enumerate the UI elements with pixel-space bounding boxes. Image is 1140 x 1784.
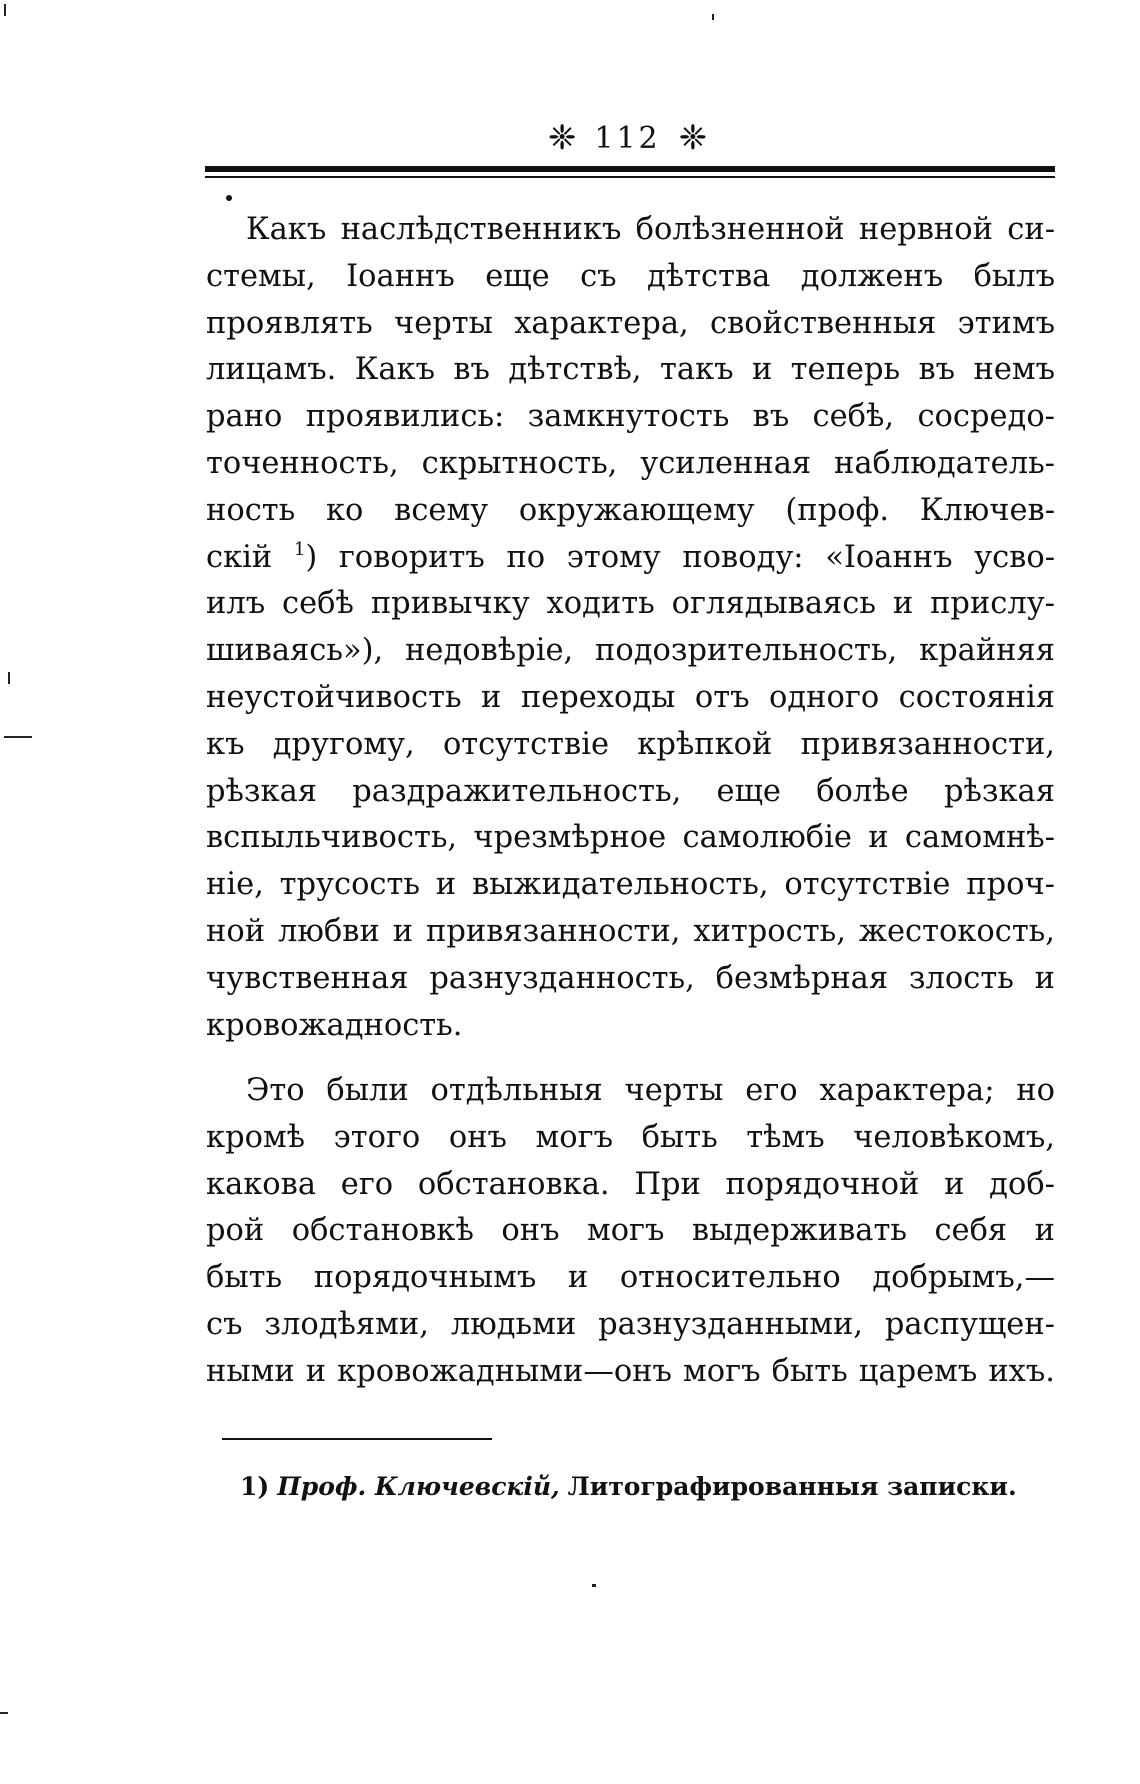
ornament-right-icon: ❈ [678,118,708,158]
ornament-left-icon: ❈ [547,118,577,158]
text-line: вспыльчивость, чрезмѣрное самолюбіе и самомнѣ- [206,820,1055,856]
footnote-title: Литографированныя записки. [567,1472,1017,1501]
text-line: съ злодѣями, людьми разнузданными, распущен- [206,1306,1055,1342]
text-line: рано проявились: замкнутость въ себѣ, сосредо- [206,399,1055,435]
print-speck [226,195,232,201]
scan-speck [712,14,714,20]
text-line: рой обстановкѣ онъ могъ выдерживать себя и [206,1213,1055,1249]
text-line: лицамъ. Какъ въ дѣтствѣ, такъ и теперь въ немъ [206,352,1055,388]
text-line: къ другому, отсутствіе крѣпкой привязанности, [206,726,1055,762]
text-line: точенность, скрытность, усиленная наблюдатель- [206,445,1055,481]
text-fragment: скій [206,539,273,575]
footnote [240,1470,1055,1504]
header-rule-thick [205,166,1055,172]
header-rule-thin [205,176,1055,178]
scan-speck [4,736,32,738]
text-line: шиваясь»), недовѣріе, подозрительность, крайняя [206,633,1055,669]
text-line: ной любви и привязанности, хитрость, жестокость, [206,913,1055,949]
footnote-marker: 1 [293,538,306,560]
scan-speck [8,672,10,684]
text-line: ніе, трусость и выжидательность, отсутствіе проч- [206,867,1055,903]
text-line: кромѣ этого онъ могъ быть тѣмъ человѣкомъ, [206,1119,1055,1155]
text-line: чувственная разнузданность, безмѣрная злость и [206,960,1055,996]
text-line: стемы, Іоаннъ еще съ дѣтства долженъ былъ [206,258,1055,294]
text-fragment: ) говоритъ по этому поводу: «Іоаннъ усво- [305,539,1055,575]
footnote-author: Проф. Ключевскій, [277,1472,560,1501]
page-header [200,118,1055,158]
text-line: кровожадность. [206,1007,463,1043]
scan-speck [592,1584,596,1587]
text-line: ными и кровожадными—онъ могъ быть царемъ ихъ. [206,1353,1055,1389]
paragraph-2 [206,1068,1055,1396]
page-number: 112 [594,120,661,156]
text-line-with-footnote [206,535,1055,582]
text-line: Какъ наслѣдственникъ болѣзненной нервной си- [246,212,1055,247]
scan-speck [0,1712,8,1714]
text-line: быть порядочнымъ и относительно добрымъ,— [206,1260,1055,1296]
text-line: ность ко всему окружающему (проф. Ключев- [206,492,1055,528]
paragraph-1 [206,207,1055,1049]
text-line: неустойчивость и переходы отъ одного состоянія [206,679,1055,715]
scan-speck [4,4,6,16]
text-line: какова его обстановка. При порядочной и доб- [206,1166,1055,1202]
text-line: рѣзкая раздражительность, еще болѣе рѣзкая [206,773,1055,809]
footnote-marker: 1) [240,1472,270,1501]
text-line: илъ себѣ привычку ходить оглядываясь и прислу- [206,586,1055,622]
footnote-separator [222,1438,492,1440]
text-line: проявлять черты характера, свойственныя этимъ [206,305,1055,341]
text-line: Это были отдѣльныя черты его характера; но [246,1073,1055,1108]
